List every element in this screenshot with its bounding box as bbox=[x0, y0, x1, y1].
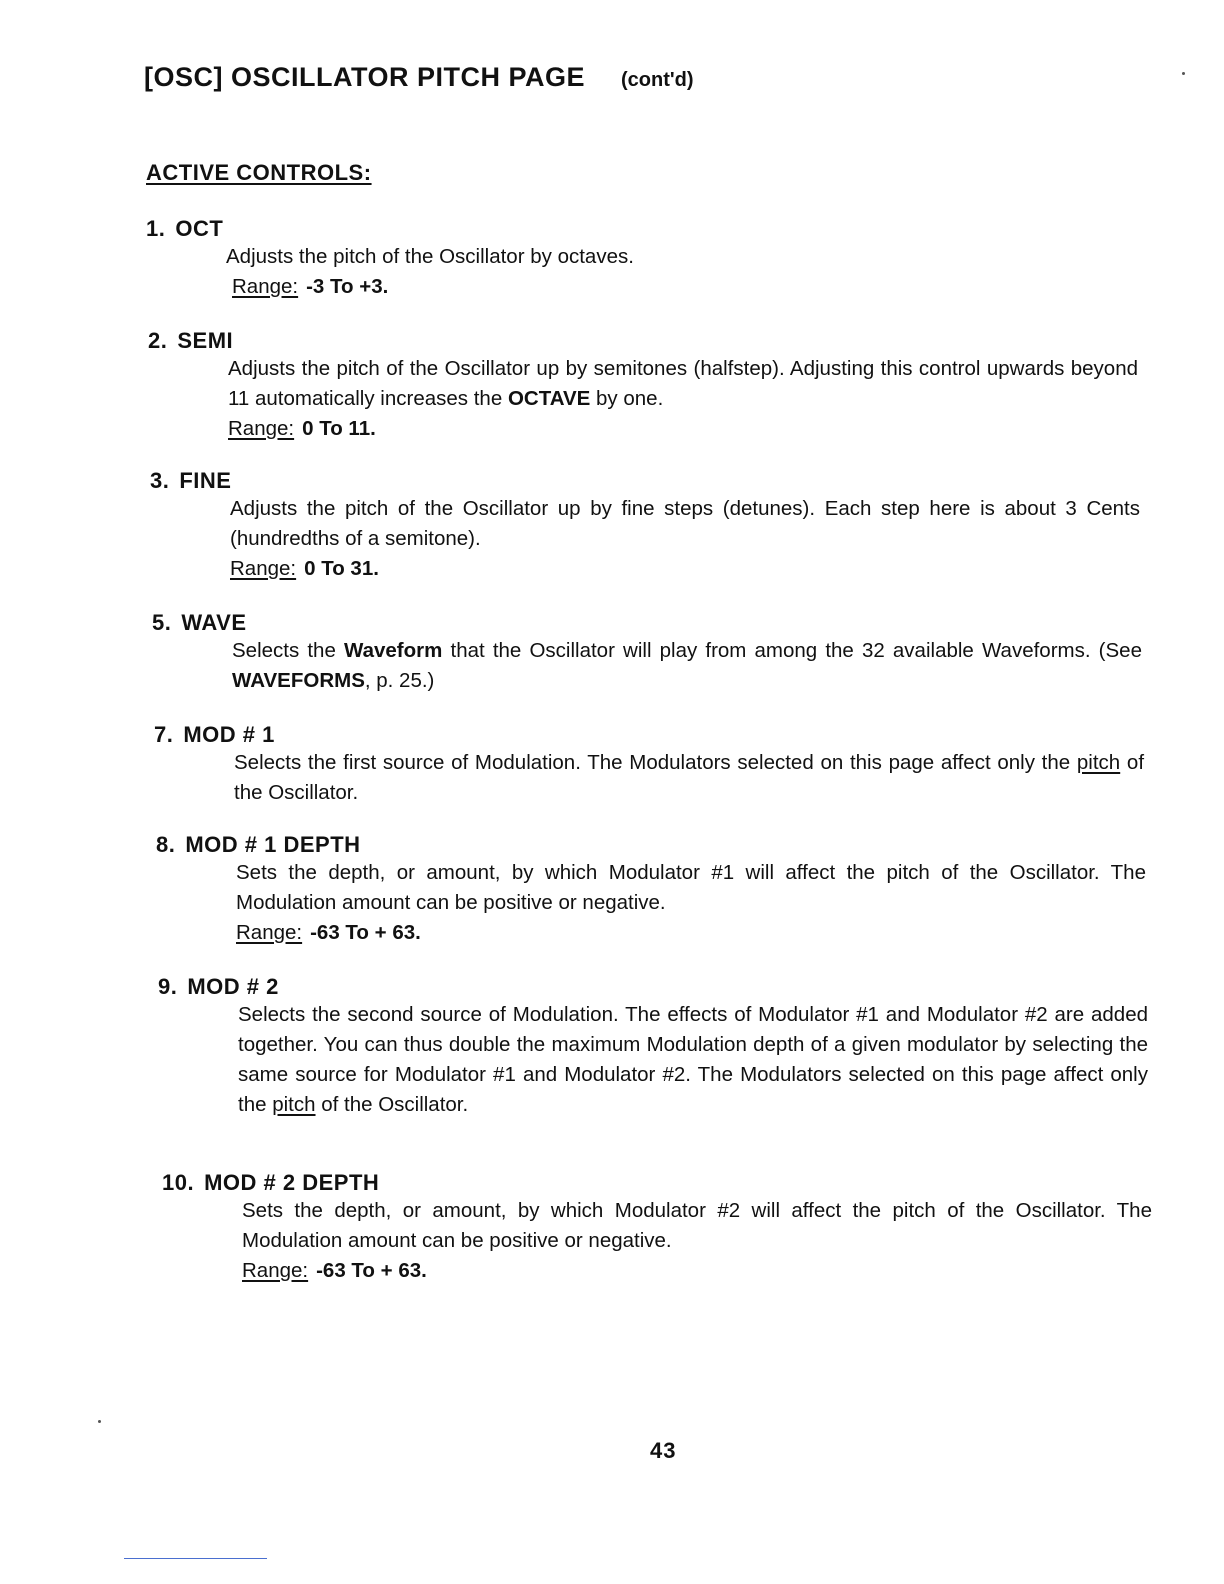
footer-rule bbox=[124, 1558, 267, 1559]
description-segment: Adjusts the pitch of the Oscillator up by fine steps (detunes). Each step here is about 3 Cents (hundredths of a semitone). bbox=[230, 497, 1140, 550]
range-value: -3 To +3. bbox=[306, 275, 389, 298]
control-title bbox=[154, 722, 1154, 748]
description-segment: Sets the depth, or amount, by which Modulator #1 will affect the pitch of the Oscillator. The Modulation amount can be positive or negative. bbox=[236, 861, 1146, 914]
description-segment: of the Oscillator. bbox=[315, 1093, 469, 1116]
description-segment: by one. bbox=[590, 387, 664, 410]
control-description bbox=[236, 858, 1146, 948]
range-value: 0 To 31. bbox=[304, 557, 379, 580]
control-number: 3. bbox=[150, 468, 170, 493]
control-number: 9. bbox=[158, 974, 178, 999]
description-segment: Adjusts the pitch of the Oscillator up by semitones (halfstep). Adjusting this control upwards beyond 11 automatically increases the bbox=[228, 357, 1138, 410]
control-name: FINE bbox=[179, 468, 232, 493]
range-line bbox=[232, 272, 1136, 302]
description-segment: Selects the first source of Modulation. The Modulators selected on this page affect only the bbox=[234, 751, 1077, 774]
range-line bbox=[242, 1256, 1152, 1286]
range-label: Range: bbox=[236, 921, 303, 944]
description-text bbox=[234, 748, 1144, 808]
control-title bbox=[152, 610, 1152, 636]
control-description bbox=[234, 748, 1144, 808]
page-title-continued: (cont'd) bbox=[621, 69, 694, 91]
range-value: -63 To + 63. bbox=[316, 1259, 427, 1282]
description-bold: Waveform bbox=[344, 639, 443, 662]
control-mod-1 bbox=[154, 722, 1154, 808]
description-segment: of the Oscillator. bbox=[234, 751, 1145, 804]
description-text bbox=[228, 354, 1138, 414]
control-description bbox=[232, 636, 1142, 696]
control-name: OCT bbox=[175, 216, 224, 241]
control-title bbox=[148, 328, 1148, 354]
control-number: 7. bbox=[154, 722, 174, 747]
control-name: MOD # 1 DEPTH bbox=[185, 832, 361, 857]
control-semi bbox=[148, 328, 1148, 444]
control-title bbox=[162, 1170, 1162, 1196]
description-text bbox=[232, 636, 1142, 696]
range-label: Range: bbox=[242, 1259, 309, 1282]
control-description bbox=[242, 1196, 1152, 1286]
range-label: Range: bbox=[230, 557, 297, 580]
page-title: [OSC] OSCILLATOR PITCH PAGE bbox=[144, 62, 586, 92]
control-wave bbox=[152, 610, 1152, 696]
control-description bbox=[226, 242, 1136, 302]
control-title bbox=[158, 974, 1158, 1000]
scan-speck bbox=[1182, 72, 1185, 75]
control-oct bbox=[146, 216, 1146, 302]
control-number: 2. bbox=[148, 328, 168, 353]
range-label: Range: bbox=[228, 417, 295, 440]
control-number: 1. bbox=[146, 216, 166, 241]
description-underlined: pitch bbox=[1076, 751, 1121, 774]
control-title bbox=[156, 832, 1156, 858]
page-number: 43 bbox=[650, 1438, 677, 1463]
control-mod-2-depth bbox=[162, 1170, 1162, 1286]
range-value: -63 To + 63. bbox=[310, 921, 421, 944]
control-number: 5. bbox=[152, 610, 172, 635]
range-line bbox=[236, 918, 1146, 948]
description-segment: , p. 25.) bbox=[364, 669, 435, 692]
control-name: MOD # 1 bbox=[183, 722, 275, 747]
description-bold: OCTAVE bbox=[507, 387, 591, 410]
control-title bbox=[146, 216, 1146, 242]
range-value: 0 To 11. bbox=[302, 417, 376, 440]
description-segment: Sets the depth, or amount, by which Modulator #2 will affect the pitch of the Oscillator. The Modulation amount can be positive or negative. bbox=[242, 1199, 1152, 1252]
control-name: WAVE bbox=[181, 610, 247, 635]
description-text bbox=[242, 1196, 1152, 1256]
control-description bbox=[228, 354, 1138, 444]
control-mod-2 bbox=[158, 974, 1158, 1120]
control-name: SEMI bbox=[177, 328, 234, 353]
description-text bbox=[236, 858, 1146, 918]
description-underlined: pitch bbox=[272, 1093, 316, 1116]
page-header bbox=[144, 62, 694, 93]
control-number: 10. bbox=[162, 1170, 195, 1195]
range-line bbox=[228, 414, 1138, 444]
control-fine bbox=[150, 468, 1150, 584]
section-heading: ACTIVE CONTROLS: bbox=[146, 160, 372, 185]
description-text bbox=[230, 494, 1140, 554]
range-line bbox=[230, 554, 1140, 584]
description-bold: WAVEFORMS bbox=[232, 669, 365, 692]
description-segment: that the Oscillator will play from among the 32 available Waveforms. (See bbox=[442, 639, 1142, 662]
control-name: MOD # 2 DEPTH bbox=[204, 1170, 380, 1195]
scan-speck bbox=[98, 1420, 101, 1423]
description-text bbox=[226, 242, 1136, 272]
control-description bbox=[238, 1000, 1148, 1120]
control-description bbox=[230, 494, 1140, 584]
description-segment: Selects the bbox=[232, 639, 344, 662]
control-number: 8. bbox=[156, 832, 176, 857]
control-mod-1-depth bbox=[156, 832, 1156, 948]
control-title bbox=[150, 468, 1150, 494]
description-text bbox=[238, 1000, 1148, 1120]
description-segment: Adjusts the pitch of the Oscillator by octaves. bbox=[226, 245, 634, 268]
range-label: Range: bbox=[232, 275, 299, 298]
control-name: MOD # 2 bbox=[187, 974, 279, 999]
description-segment: Selects the second source of Modulation. The effects of Modulator #1 and Modulator #2 are added together. You can thus double the maximum Modulation depth of a given modulator by selecting the same source for Modulator #1 and Modulator #2. The Modulators selected on this page affect only the bbox=[238, 1003, 1148, 1116]
